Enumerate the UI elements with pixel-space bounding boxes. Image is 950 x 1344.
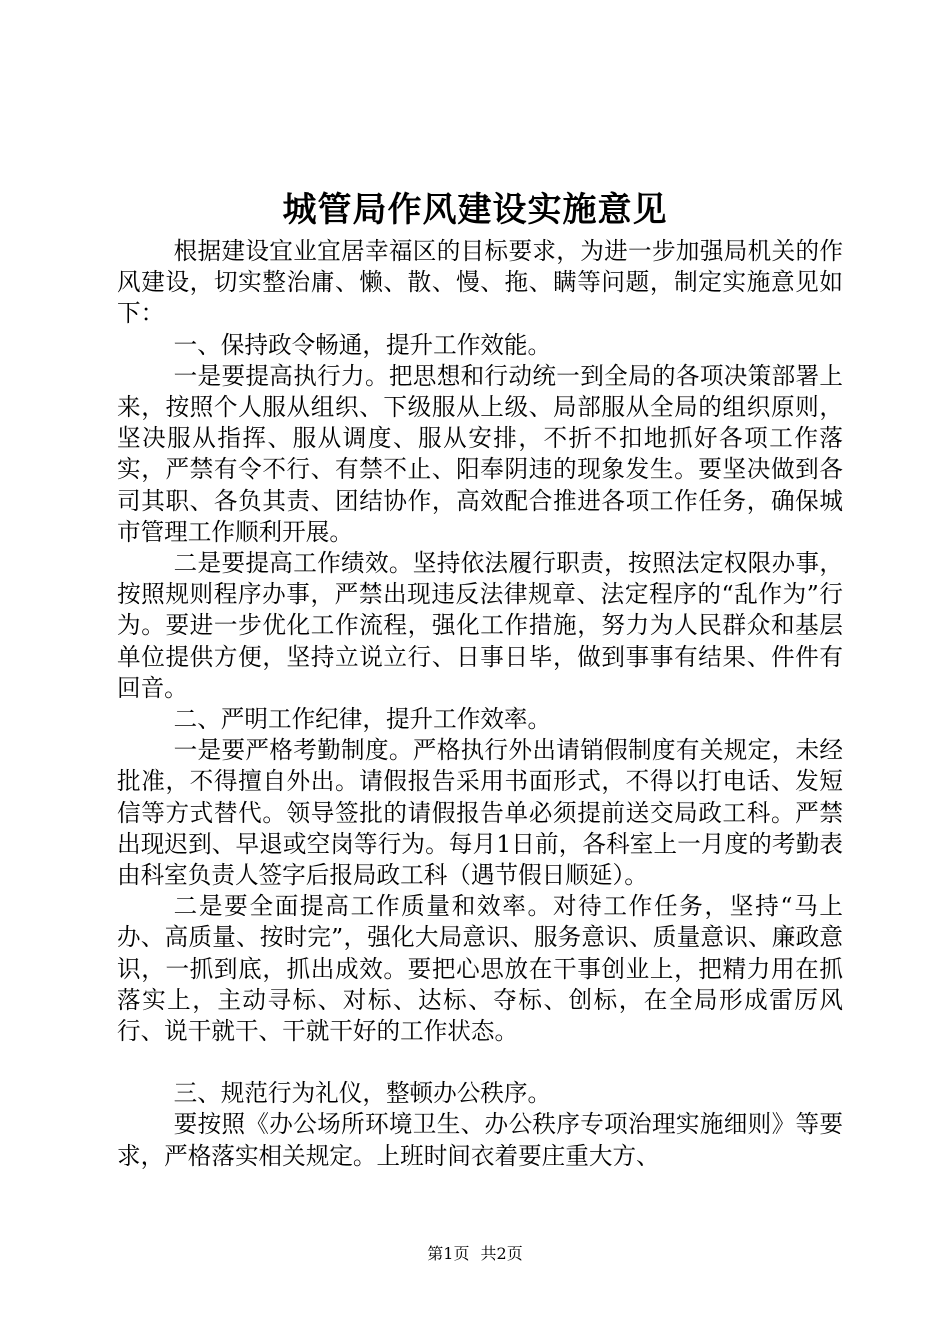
document-title: 城管局作风建设实施意见 (282, 190, 668, 230)
paragraph-2-2: 二是要全面提高工作质量和效率。对待工作任务，坚持“马上办、高质量、按时完”，强化大局意识、服务意识、质量意识、廉政意识，一抓到底，抓出成效。要把心思放在干事创业上，把精力用在抓落实上，主动寻标、对标、达标、夺标、创标，在全局形成雷厉风行、说干就干、干就干好的工作状态。 (117, 892, 843, 1046)
page-total: 共2页 (480, 1244, 523, 1263)
section-heading-3: 三、规范行为礼仪，整顿办公秩序。 (173, 1079, 552, 1108)
paragraph-intro: 根据建设宜业宜居幸福区的目标要求，为进一步加强局机关的作风建设，切实整治庸、懒、散、慢、拖、瞒等问题，制定实施意见如下： (117, 237, 843, 328)
section-heading-1: 一、保持政令畅通，提升工作效能。 (173, 330, 552, 359)
paragraph-1-2: 二是要提高工作绩效。坚持依法履行职责，按照法定权限办事，按照规则程序办事，严禁出现违反法律规章、法定程序的“乱作为”行为。要进一步优化工作流程，强化工作措施，努力为人民群众和基层单位提供方便，坚持立说立行、日事日毕，做到事事有结果、件件有回音。 (117, 549, 843, 702)
document-body (117, 236, 843, 1172)
paragraph-3-1: 要按照《办公场所环境卫生、办公秩序专项治理实施细则》等要求，严格落实相关规定。上班时间衣着要庄重大方、 (117, 1110, 843, 1170)
section-heading-2: 二、严明工作纪律，提升工作效率。 (173, 705, 552, 734)
page-footer (0, 1243, 950, 1265)
page-number: 第1页 (427, 1244, 470, 1263)
paragraph-1-1: 一是要提高执行力。把思想和行动统一到全局的各项决策部署上来，按照个人服从组织、下级服从上级、局部服从全局的组织原则，坚决服从指挥、服从调度、服从安排，不折不扣地抓好各项工作落实，严禁有令不行、有禁不止、阳奉阴违的现象发生。要坚决做到各司其职、各负其责、团结协作，高效配合推进各项工作任务，确保城市管理工作顺利开展。 (117, 361, 843, 546)
paragraph-2-1: 一是要严格考勤制度。严格执行外出请销假制度有关规定，未经批准，不得擅自外出。请假报告采用书面形式，不得以打电话、发短信等方式替代。领导签批的请假报告单必须提前送交局政工科。严禁出现迟到、早退或空岗等行为。每月1日前，各科室上一月度的考勤表由科室负责人签字后报局政工科（遇节假日顺延）。 (117, 736, 843, 890)
